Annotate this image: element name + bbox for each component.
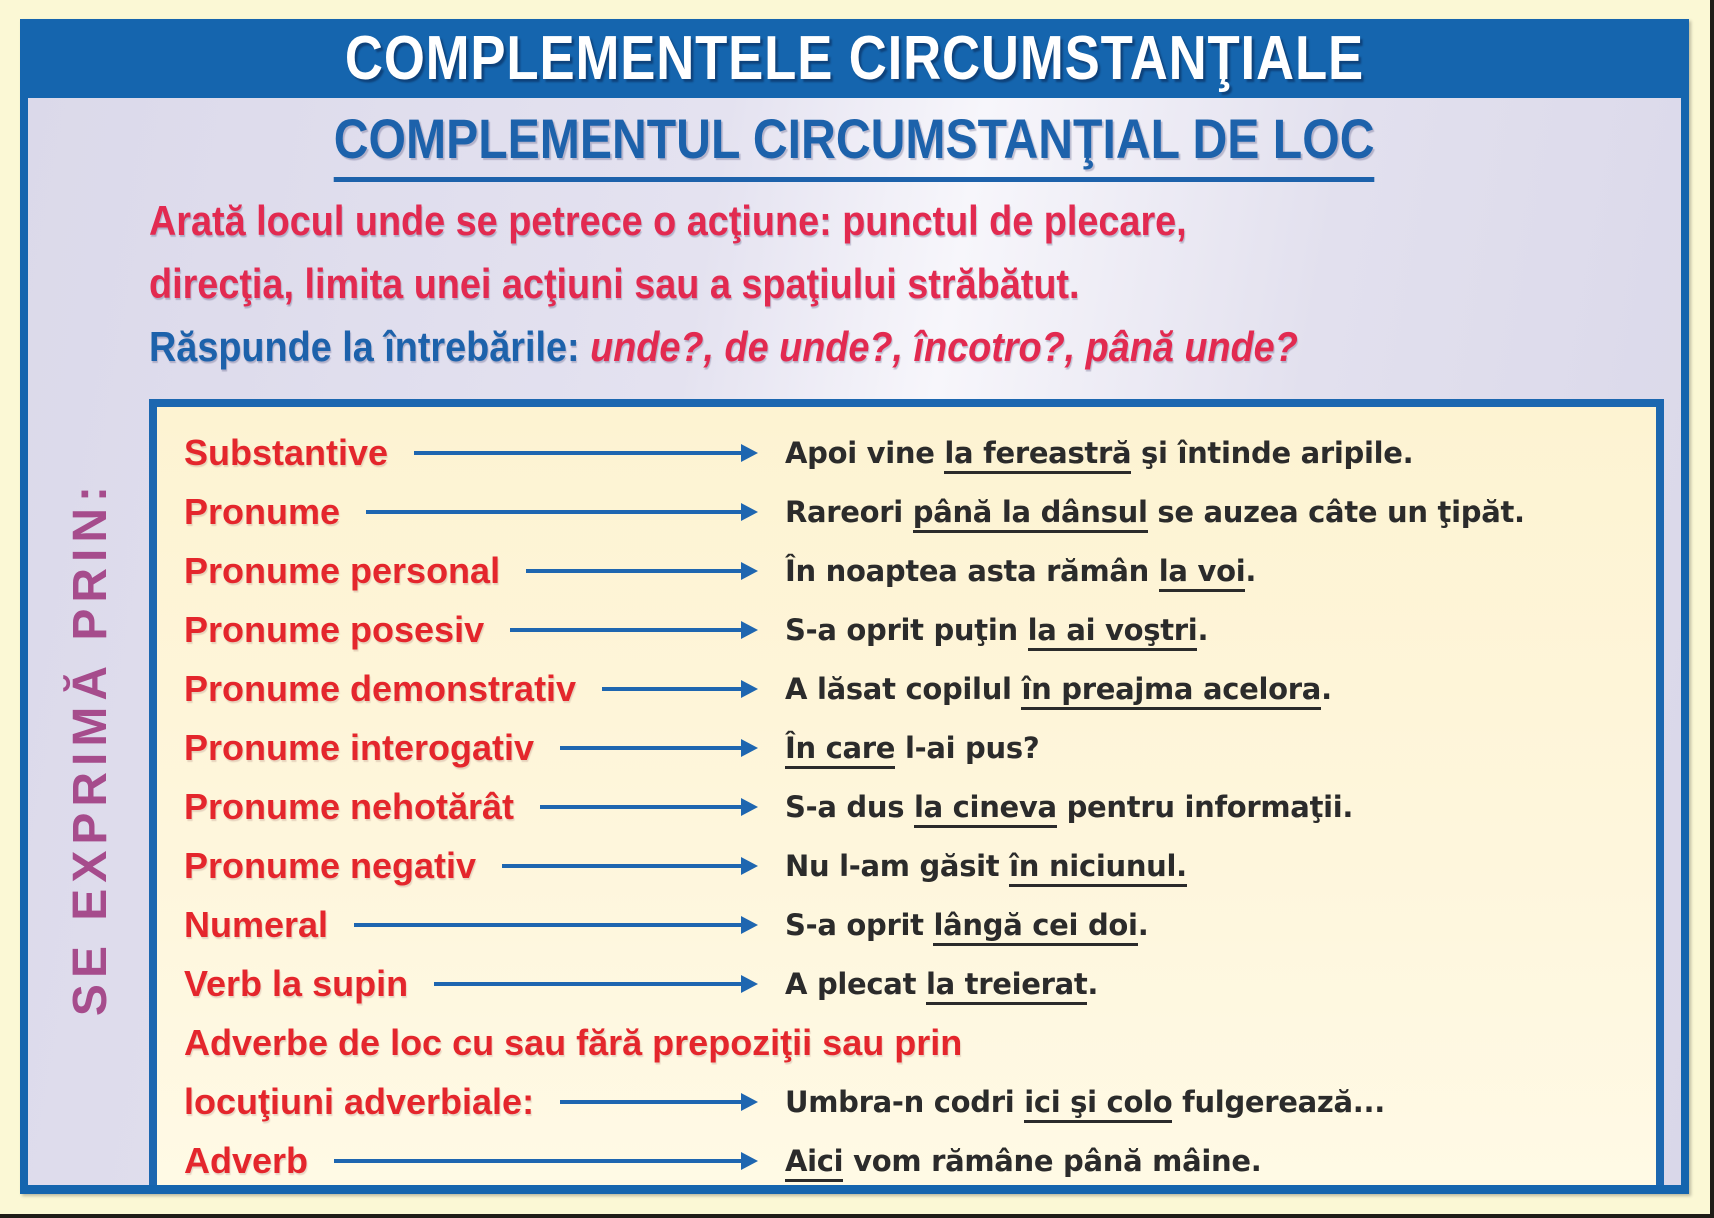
- row-locutiuni-adverbiale: [184, 1081, 1638, 1123]
- intro-line-1: Arată locul unde se petrece o acţiune: punctul de plecare,: [149, 197, 1187, 244]
- arrow-icon: [414, 451, 743, 455]
- row-adverb: [184, 1140, 1638, 1182]
- example-sentence: În care l-ai pus?: [785, 731, 1039, 765]
- row-pronume-interogativ: [184, 727, 1638, 769]
- example-sentence: Apoi vine la fereastră şi întinde aripile.: [785, 436, 1413, 470]
- row-numeral: [184, 904, 1638, 946]
- arrow-icon: [502, 864, 743, 868]
- example-sentence: S-a oprit puţin la ai voştri.: [785, 613, 1208, 647]
- row-label: Pronume: [184, 491, 341, 532]
- header-band: [28, 19, 1681, 98]
- row-label: Pronume interogativ: [184, 727, 535, 768]
- row-pronume-negativ: [184, 845, 1638, 887]
- arrow-icon: [510, 628, 743, 632]
- arrow-icon: [560, 746, 743, 750]
- row-label: Numeral: [184, 904, 329, 945]
- side-label: SE EXPRIMĂ PRIN:: [63, 480, 117, 1017]
- row-label: Adverb: [184, 1140, 309, 1181]
- side-label-wrap: [34, 348, 146, 1149]
- underlined-phrase: lângă cei doi: [933, 908, 1137, 946]
- row-pronume-posesiv: [184, 609, 1638, 651]
- row-label: Substantive: [184, 432, 389, 473]
- underlined-phrase: la voi: [1159, 554, 1246, 592]
- arrow-icon: [366, 510, 743, 514]
- row-label: Pronume personal: [184, 550, 501, 591]
- underlined-phrase: la ai voştri: [1028, 613, 1198, 651]
- row-label: Verb la supin: [184, 963, 409, 1004]
- underlined-phrase: la treierat: [926, 967, 1087, 1005]
- example-sentence: Umbra-n codri ici şi colo fulgerează...: [785, 1085, 1385, 1119]
- row-pronume-nehotarat: [184, 786, 1638, 828]
- arrow-icon: [434, 982, 743, 986]
- row-label: Adverbe de loc cu sau fără prepoziţii sau prin: [184, 1022, 963, 1063]
- section-title: COMPLEMENTUL CIRCUMSTANŢIAL DE LOC: [334, 106, 1375, 182]
- underlined-phrase: în preajma acelora: [1021, 672, 1321, 710]
- intro-line-2: direcţia, limita unei acţiuni sau a spaţiului străbătut.: [149, 260, 1080, 307]
- example-sentence: Aici vom rămâne până mâine.: [785, 1144, 1261, 1178]
- row-verb-la-supin: [184, 963, 1638, 1005]
- example-sentence: În noaptea asta rămân la voi.: [785, 554, 1256, 588]
- underlined-phrase: la fereastră: [944, 436, 1131, 474]
- arrow-icon: [354, 923, 743, 927]
- question-label: Răspunde la întrebările:: [149, 323, 591, 370]
- arrow-icon: [602, 687, 743, 691]
- arrow-icon: [526, 569, 743, 573]
- example-sentence: S-a dus la cineva pentru informaţii.: [785, 790, 1353, 824]
- underlined-phrase: la cineva: [914, 790, 1057, 828]
- row-pronume-demonstrativ: [184, 668, 1638, 710]
- underlined-phrase: ici şi colo: [1024, 1085, 1172, 1123]
- row-label: Pronume nehotărât: [184, 786, 515, 827]
- row-label: Pronume demonstrativ: [184, 668, 577, 709]
- page-title: COMPLEMENTELE CIRCUMSTANŢIALE: [344, 24, 1365, 93]
- example-sentence: A lăsat copilul în preajma acelora.: [785, 672, 1332, 706]
- example-box: [149, 399, 1664, 1185]
- row-pronume: [184, 491, 1638, 533]
- blue-frame: [20, 19, 1689, 1194]
- row-pronume-personal: [184, 550, 1638, 592]
- intro-block: [149, 194, 1681, 383]
- arrow-icon: [540, 805, 743, 809]
- underlined-phrase: în niciunul.: [1009, 849, 1187, 887]
- row-label: Pronume posesiv: [184, 609, 485, 650]
- arrow-icon: [560, 1100, 743, 1104]
- row-label: Pronume negativ: [184, 845, 477, 886]
- row-label: locuţiuni adverbiale:: [184, 1081, 535, 1122]
- row-adverbe-de-loc: [184, 1022, 1638, 1064]
- example-sentence: S-a oprit lângă cei doi.: [785, 908, 1148, 942]
- arrow-icon: [334, 1159, 743, 1163]
- example-sentence: A plecat la treierat.: [785, 967, 1098, 1001]
- underlined-phrase: Aici: [785, 1144, 843, 1182]
- intro-line-3: [149, 320, 1298, 373]
- example-sentence: Nu l-am găsit în niciunul.: [785, 849, 1187, 883]
- row-substantive: [184, 432, 1638, 474]
- example-sentence: Rareori până la dânsul se auzea câte un ţipăt.: [785, 495, 1525, 529]
- content-area: [28, 98, 1681, 1185]
- underlined-phrase: până la dânsul: [913, 495, 1148, 533]
- subtitle-wrap: [28, 106, 1681, 182]
- questions-text: unde?, de unde?, încotro?, până unde?: [590, 323, 1298, 370]
- underlined-phrase: În care: [785, 731, 895, 769]
